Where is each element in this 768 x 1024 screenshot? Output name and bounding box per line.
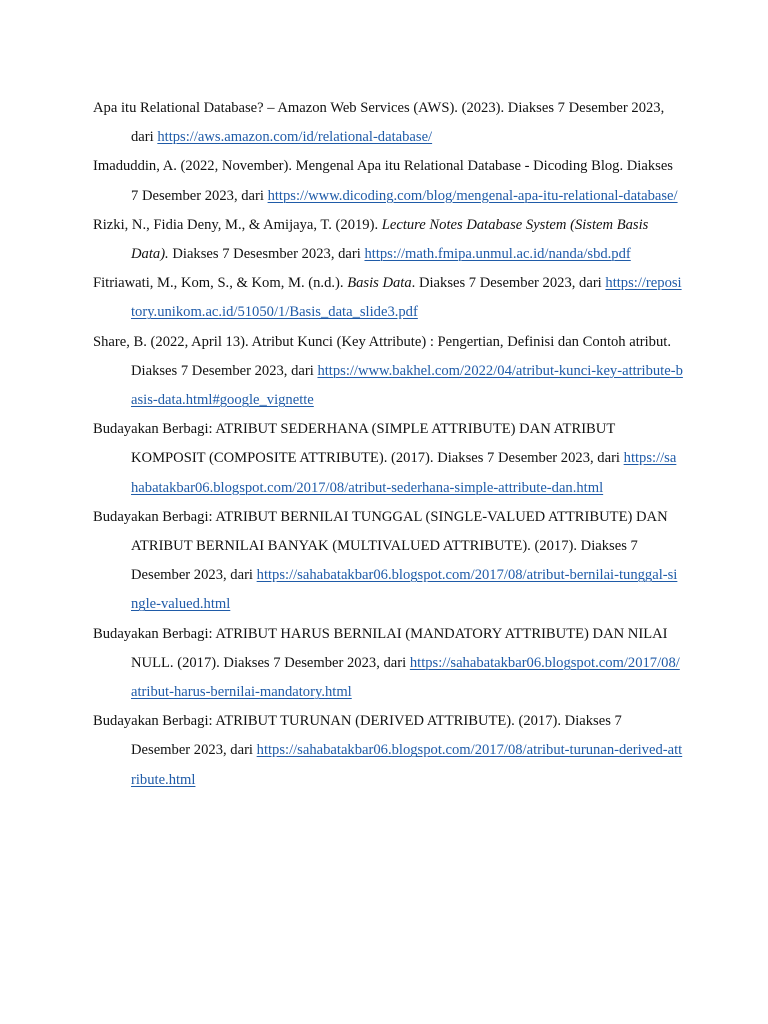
reference-item <box>93 707 683 795</box>
reference-text-after-title: . Diakses 7 Desember 2023, dari <box>411 275 606 292</box>
reference-link[interactable]: https://sahabatakbar06.blogspot.com/2017/08/atribut-sederhana-simple-attribute-dan.html <box>131 450 677 496</box>
reference-text: Budayakan Berbagi: ATRIBUT TURUNAN (DERIVED ATTRIBUTE). (2017). Diakses 7 Desember 2023, dari <box>93 713 622 759</box>
reference-item <box>93 94 683 152</box>
reference-text: Fitriawati, M., Kom, S., & Kom, M. (n.d.). <box>93 275 348 292</box>
reference-link[interactable]: https://aws.amazon.com/id/relational-database/ <box>157 129 433 146</box>
reference-text: Budayakan Berbagi: ATRIBUT HARUS BERNILAI (MANDATORY ATTRIBUTE) DAN NILAI NULL. (2017). Diakses 7 Desember 2023, dari <box>93 625 668 671</box>
reference-item <box>93 152 683 210</box>
reference-link[interactable]: https://math.fmipa.unmul.ac.id/nanda/sbd.pdf <box>364 246 631 263</box>
reference-item <box>93 503 683 620</box>
reference-title: Basis Data <box>347 275 412 292</box>
reference-link[interactable]: https://sahabatakbar06.blogspot.com/2017/08/atribut-bernilai-tunggal-single-valued.html <box>131 567 678 613</box>
reference-item <box>93 415 683 503</box>
reference-link[interactable]: https://www.bakhel.com/2022/04/atribut-kunci-key-attribute-basis-data.html#google_vignette <box>131 362 683 409</box>
reference-text: Rizki, N., Fidia Deny, M., & Amijaya, T. (2019). <box>93 216 382 233</box>
reference-text: Apa itu Relational Database? – Amazon Web Services (AWS). (2023). Diakses 7 Desember 2023, dari <box>93 100 665 146</box>
reference-text: Budayakan Berbagi: ATRIBUT SEDERHANA (SIMPLE ATTRIBUTE) DAN ATRIBUT KOMPOSIT (COMPOSITE ATTRIBUTE). (2017). Diakses 7 Desember 2023, dari <box>93 421 624 467</box>
reference-link[interactable]: https://sahabatakbar06.blogspot.com/2017/08/atribut-turunan-derived-attribute.html <box>131 742 683 788</box>
reference-title: Lecture Notes Database System (Sistem Basis Data). <box>131 216 649 263</box>
reference-link[interactable]: https://sahabatakbar06.blogspot.com/2017/08/atribut-harus-bernilai-mandatory.html <box>131 654 680 701</box>
reference-text: Budayakan Berbagi: ATRIBUT BERNILAI TUNGGAL (SINGLE-VALUED ATTRIBUTE) DAN ATRIBUT BERNILAI BANYAK (MULTIVALUED ATTRIBUTE). (2017). Diakses 7 Desember 2023, dari <box>93 508 668 584</box>
reference-text: Imaduddin, A. (2022, November). Mengenal Apa itu Relational Database - Dicoding Blog. Diakses 7 Desember 2023, dari <box>93 158 673 204</box>
reference-item <box>93 620 683 708</box>
reference-link[interactable]: https://www.dicoding.com/blog/mengenal-apa-itu-relational-database/ <box>267 187 678 204</box>
reference-text-after-title: Diakses 7 Desesmber 2023, dari <box>168 246 365 263</box>
reference-item <box>93 328 683 416</box>
reference-link[interactable]: https://repository.unikom.ac.id/51050/1/Basis_data_slide3.pdf <box>131 275 682 321</box>
reference-text: Share, B. (2022, April 13). Atribut Kunci (Key Attribute) : Pengertian, Definisi dan Contoh atribut. Diakses 7 Desember 2023, dari <box>93 333 671 379</box>
reference-list <box>93 94 683 795</box>
reference-item <box>93 211 683 269</box>
reference-item <box>93 269 683 327</box>
